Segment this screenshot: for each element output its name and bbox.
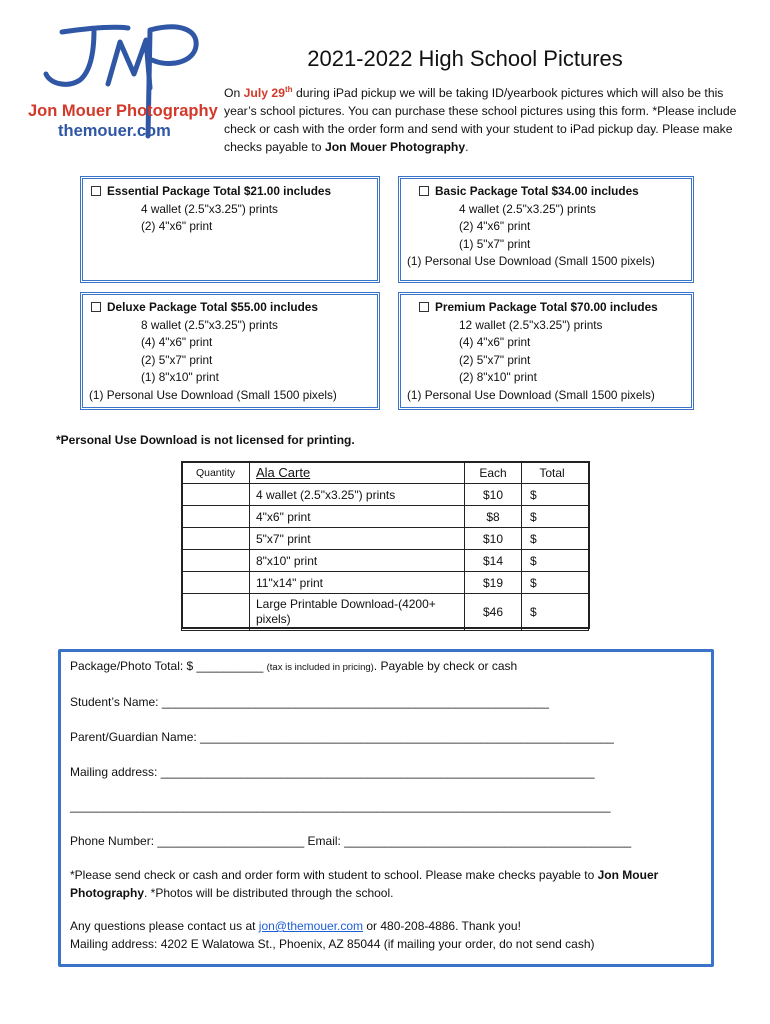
deluxe-line: 8 wallet (2.5"x3.25") prints: [141, 317, 278, 332]
essential-checkbox[interactable]: [91, 186, 101, 196]
mailing-address-field-2[interactable]: _________________________________________________________________________________: [70, 799, 611, 813]
item-cell: 4"x6" print: [250, 506, 465, 528]
package-total-line[interactable]: [70, 659, 517, 673]
each-cell: $10: [465, 484, 522, 506]
package-premium: [398, 292, 694, 410]
item-cell: 5"x7" print: [250, 528, 465, 550]
total-cell[interactable]: $: [522, 528, 589, 550]
phone-email-field[interactable]: Phone Number: ______________________ Email: ___________________________________________: [70, 834, 632, 848]
questions-post: or 480-208-4886. Thank you!: [363, 919, 521, 933]
tax-note: (tax is included in pricing): [266, 662, 374, 673]
download-note: *Personal Use Download is not licensed for printing.: [56, 433, 355, 447]
intro-payee: Jon Mouer Photography: [324, 140, 466, 155]
each-cell: $14: [465, 550, 522, 572]
essential-head: Essential Package Total $21.00 includes: [107, 184, 332, 198]
package-total-label: Package/Photo Total: $ __________: [70, 659, 267, 673]
basic-line: (1) Personal Use Download (Small 1500 pixels): [407, 254, 655, 268]
table-row: [182, 484, 589, 506]
item-cell: 11"x14" print: [250, 572, 465, 594]
intro-pre: On: [224, 86, 244, 101]
table-row: [182, 550, 589, 572]
deluxe-line: (1) 8"x10" print: [141, 370, 219, 384]
table-row: [182, 528, 589, 550]
send-note: [70, 866, 700, 902]
logo-site: themouer.com: [58, 122, 171, 140]
table-header-row: [182, 462, 589, 484]
deluxe-line: (2) 5"x7" print: [141, 352, 213, 367]
premium-head: Premium Package Total $70.00 includes: [435, 300, 658, 314]
premium-line: 12 wallet (2.5"x3.25") prints: [459, 317, 603, 332]
questions-pre: Any questions please contact us at: [70, 919, 259, 933]
ala-carte-header: Ala Carte: [250, 462, 465, 484]
deluxe-checkbox[interactable]: [91, 302, 101, 312]
premium-line: (2) 5"x7" print: [459, 352, 531, 367]
send-note-payee: Jon Mouer Photography: [70, 868, 659, 900]
each-header: Each: [465, 462, 522, 484]
table-row: [182, 572, 589, 594]
essential-line: 4 wallet (2.5"x3.25") prints: [141, 201, 278, 216]
qty-header: Quantity: [182, 462, 250, 484]
intro-date: July 29: [243, 86, 285, 101]
qty-cell[interactable]: [182, 550, 250, 572]
qty-cell[interactable]: [182, 594, 250, 631]
intro-paragraph: [224, 81, 744, 156]
basic-head: Basic Package Total $34.00 includes: [435, 184, 639, 198]
basic-line: (1) 5"x7" print: [459, 236, 531, 251]
deluxe-line: (1) Personal Use Download (Small 1500 pixels): [89, 387, 337, 402]
each-cell: $8: [465, 506, 522, 528]
table-row: [182, 594, 589, 631]
package-deluxe: [80, 292, 380, 410]
basic-line: (2) 4"x6" print: [459, 219, 531, 233]
essential-line: (2) 4"x6" print: [141, 219, 213, 233]
logo: [20, 18, 220, 148]
package-basic: [398, 176, 694, 283]
basic-checkbox[interactable]: [419, 186, 429, 196]
total-cell[interactable]: $: [522, 484, 589, 506]
ala-carte-table: [181, 461, 589, 631]
item-cell: 4 wallet (2.5"x3.25") prints: [250, 484, 465, 506]
send-note-b: . *Photos will be distributed through the school.: [144, 886, 394, 900]
qty-cell[interactable]: [182, 528, 250, 550]
intro-end: .: [465, 140, 469, 155]
premium-line: (1) Personal Use Download (Small 1500 pixels): [407, 387, 655, 402]
item-cell: 8"x10" print: [250, 550, 465, 572]
questions-line: [70, 917, 700, 935]
deluxe-line: (4) 4"x6" print: [141, 335, 213, 349]
parent-name-field[interactable]: Parent/Guardian Name: ______________________________________________________________: [70, 730, 614, 744]
premium-checkbox[interactable]: [419, 302, 429, 312]
item-cell: Large Printable Download-(4200+ pixels): [250, 594, 465, 631]
deluxe-head: Deluxe Package Total $55.00 includes: [107, 300, 318, 314]
premium-line: (4) 4"x6" print: [459, 335, 531, 349]
page-title: 2021-2022 High School Pictures: [307, 46, 623, 71]
total-cell[interactable]: $: [522, 594, 589, 631]
each-cell: $19: [465, 572, 522, 594]
qty-cell[interactable]: [182, 572, 250, 594]
student-name-field[interactable]: Student’s Name: __________________________________________________________: [70, 695, 549, 709]
mailing-address-field[interactable]: Mailing address: _________________________________________________________________: [70, 765, 595, 779]
mail-address-line: Mailing address: 4202 E Walatowa St., Phoenix, AZ 85044 (if mailing your order, do not send cash): [70, 937, 595, 951]
send-note-a: *Please send check or cash and order form with student to school. Please make checks payable to: [70, 868, 598, 882]
qty-cell[interactable]: [182, 484, 250, 506]
email-link[interactable]: jon@themouer.com: [258, 919, 364, 933]
each-cell: $10: [465, 528, 522, 550]
intro-date-sup: th: [285, 85, 293, 94]
total-cell[interactable]: $: [522, 550, 589, 572]
qty-cell[interactable]: [182, 506, 250, 528]
intro-mid: during iPad pickup we will be taking ID/yearbook pictures which will also be this year’s school pictures. You can purchase these school pictures using this form. *Please include check or cash with the order form and send with your student to iPad pickup day. Please make checks payable to: [224, 86, 737, 155]
logo-name: Jon Mouer Photography: [28, 102, 218, 120]
basic-line: 4 wallet (2.5"x3.25") prints: [459, 201, 596, 216]
total-cell[interactable]: $: [522, 572, 589, 594]
premium-line: (2) 8"x10" print: [459, 370, 537, 384]
total-header: Total: [522, 462, 589, 484]
payable-note: . Payable by check or cash: [373, 659, 518, 673]
total-cell[interactable]: $: [522, 506, 589, 528]
package-essential: [80, 176, 380, 283]
table-row: [182, 506, 589, 528]
each-cell: $46: [465, 594, 522, 631]
